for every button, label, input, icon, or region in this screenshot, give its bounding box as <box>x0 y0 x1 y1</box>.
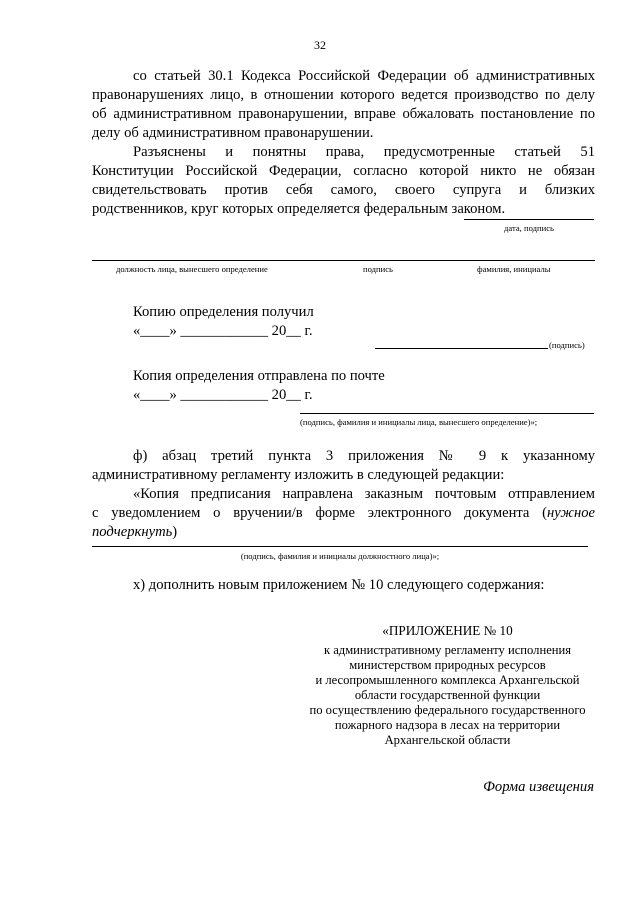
copy-sent-title: Копия определения отправлена по почте <box>133 368 385 384</box>
quote-line <box>92 523 177 542</box>
official-caption: (подпись, фамилия и инициалы должностного лица)»; <box>240 551 440 561</box>
quote-text: с уведомлением о вручении/в форме электронного документа ( <box>92 505 548 521</box>
official-signature-line <box>92 260 595 261</box>
appendix-line: по осуществлению федерального государственного <box>309 703 586 717</box>
copy-received-date: «____» ____________ 20__ г. <box>133 323 313 339</box>
signature-caption: подпись <box>363 264 393 274</box>
quote-text: ) <box>172 524 178 540</box>
official-line <box>92 546 588 547</box>
page-number: 32 <box>314 38 326 52</box>
quote-italic: нужное <box>547 505 595 521</box>
copy-received-signature-caption: (подпись) <box>549 340 585 350</box>
date-signature-caption: дата, подпись <box>504 223 554 233</box>
form-title: Форма извещения <box>483 779 594 795</box>
paragraph-line: со статьей 30.1 Кодекса Российской Федерации об административных <box>133 68 595 84</box>
quote-line: «Копия предписания направлена заказным почтовым отправлением <box>133 486 595 502</box>
paragraph-line: Конституции Российской Федерации, согласно которой никто не обязан <box>92 163 595 179</box>
paragraph-line: делу об административном правонарушении. <box>92 125 374 141</box>
paragraph-line: ф) абзац третий пункта 3 приложения № 9 к указанному <box>133 448 595 464</box>
paragraph-line: свидетельствовать против себя самого, своего супруга и близких <box>92 182 595 198</box>
paragraph-line: родственников, круг которых определяется федеральным законом. <box>92 201 506 217</box>
name-caption: фамилия, инициалы <box>477 264 551 274</box>
paragraph-x: х) дополнить новым приложением № 10 следующего содержания: <box>133 577 545 593</box>
appendix-line: пожарного надзора в лесах на территории <box>334 718 561 732</box>
copy-received-signature-line <box>375 348 548 349</box>
quote-italic: подчеркнуть <box>92 524 173 540</box>
appendix-line: Архангельской области <box>384 733 511 747</box>
copy-sent-signature-line <box>300 413 594 414</box>
appendix-line: области государственной функции <box>354 688 541 702</box>
copy-sent-date: «____» ____________ 20__ г. <box>133 387 313 403</box>
paragraph-line: административному регламенту изложить в следующей редакции: <box>92 467 505 483</box>
date-signature-line <box>464 219 594 220</box>
paragraph-line: правонарушениях лицо, в отношении которого ведется производство по делу <box>92 87 595 103</box>
appendix-line: министерством природных ресурсов <box>349 658 546 672</box>
paragraph-line: Разъяснены и понятны права, предусмотренные статьей 51 <box>133 144 595 160</box>
quote-line <box>92 504 595 523</box>
appendix-line: к административному регламенту исполнения <box>323 643 572 657</box>
position-caption: должность лица, вынесшего определение <box>116 264 268 274</box>
appendix-line: и лесопромышленного комплекса Архангельской <box>315 673 580 687</box>
copy-sent-signature-caption: (подпись, фамилия и инициалы лица, вынесшего определение)»; <box>300 417 538 427</box>
paragraph-line: об административном правонарушении, вправе обжаловать постановление по <box>92 106 595 122</box>
copy-received-title: Копию определения получил <box>133 304 314 320</box>
appendix-title: «ПРИЛОЖЕНИЕ № 10 <box>382 623 513 638</box>
